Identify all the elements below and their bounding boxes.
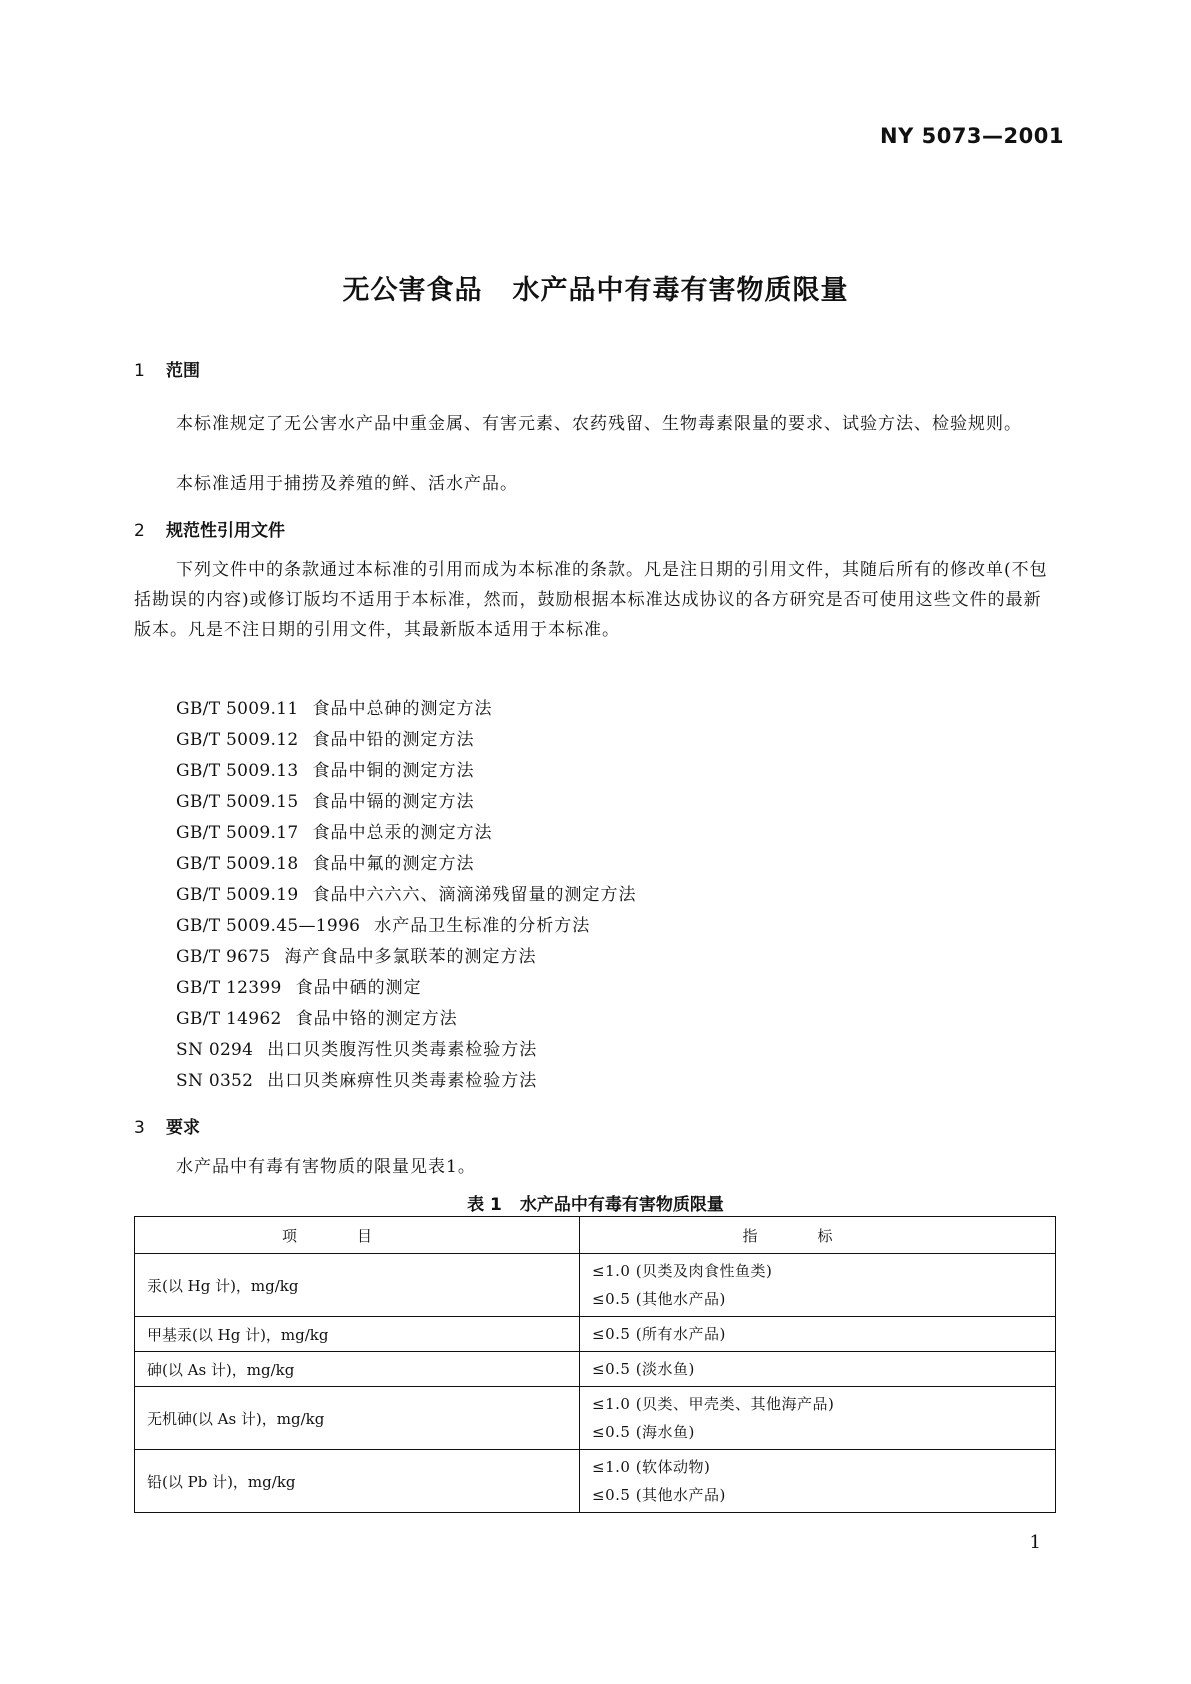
- item-cell: 砷(以 As 计)，mg/kg: [135, 1352, 580, 1387]
- limit-cell: [580, 1387, 1056, 1450]
- reference-item: [176, 973, 1056, 1004]
- section-3-heading: [134, 1113, 200, 1138]
- title-left: 无公害食品: [342, 275, 483, 306]
- table-caption: [0, 1190, 1191, 1215]
- limit-value: ≤0.5 (其他水产品): [592, 1290, 726, 1308]
- standard-number: NY 5073—2001: [880, 124, 1064, 148]
- limit-value: ≤1.0 (贝类、甲壳类、其他海产品): [592, 1395, 835, 1413]
- reference-title: 海产食品中多氯联苯的测定方法: [284, 947, 537, 967]
- limit-cell: [580, 1254, 1056, 1317]
- section-1-paragraph-1: [134, 409, 1057, 439]
- table-caption-title: 水产品中有毒有害物质限量: [519, 1195, 724, 1215]
- item-cell: 无机砷(以 As 计)，mg/kg: [135, 1387, 580, 1450]
- reference-item: [176, 818, 1056, 849]
- reference-title: 食品中六六六、滴滴涕残留量的测定方法: [312, 885, 637, 905]
- section-2-paragraph-1: [134, 555, 1057, 645]
- table-row: [135, 1317, 1056, 1352]
- reference-title: 食品中铅的测定方法: [312, 730, 475, 750]
- section-3-paragraph-1: [134, 1152, 1057, 1182]
- title-right: 水产品中有毒有害物质限量: [512, 275, 849, 306]
- limit-value: ≤0.5 (所有水产品): [592, 1325, 726, 1343]
- section-number: 3: [134, 1118, 145, 1138]
- reference-title: 出口贝类腹泻性贝类毒素检验方法: [267, 1040, 538, 1060]
- reference-code: GB/T 14962: [176, 1009, 282, 1029]
- reference-item: [176, 725, 1056, 756]
- table-row: [135, 1352, 1056, 1387]
- paragraph-text: 本标准规定了无公害水产品中重金属、有害元素、农药残留、生物毒素限量的要求、试验方法、检验规则。: [176, 414, 1022, 434]
- section-title: 范围: [166, 361, 200, 381]
- item-cell: 甲基汞(以 Hg 计)，mg/kg: [135, 1317, 580, 1352]
- reference-code: SN 0352: [176, 1071, 254, 1091]
- item-cell: 铅(以 Pb 计)，mg/kg: [135, 1450, 580, 1513]
- limit-value: ≤0.5 (其他水产品): [592, 1486, 726, 1504]
- limit-value: ≤0.5 (海水鱼): [592, 1423, 695, 1441]
- reference-title: 食品中镉的测定方法: [312, 792, 475, 812]
- reference-code: GB/T 12399: [176, 978, 282, 998]
- limit-value: ≤1.0 (软体动物): [592, 1458, 711, 1476]
- reference-code: GB/T 5009.45—1996: [176, 916, 361, 936]
- limit-value: ≤0.5 (淡水鱼): [592, 1360, 695, 1378]
- reference-item: [176, 694, 1056, 725]
- reference-code: GB/T 5009.12: [176, 730, 299, 750]
- limit-cell: [580, 1450, 1056, 1513]
- table-header-row: [135, 1217, 1056, 1254]
- reference-title: 食品中总汞的测定方法: [312, 823, 493, 843]
- table-caption-number: 表 1: [467, 1195, 502, 1215]
- limits-table: [134, 1216, 1056, 1513]
- document-title: [0, 268, 1191, 307]
- section-1-paragraph-2: [134, 469, 1057, 499]
- reference-code: GB/T 5009.19: [176, 885, 299, 905]
- table-row: [135, 1254, 1056, 1317]
- section-number: 1: [134, 361, 145, 381]
- reference-item: [176, 1066, 1056, 1097]
- section-2-heading: [134, 516, 285, 541]
- column-header-item: 项目: [135, 1217, 580, 1254]
- table-row: [135, 1450, 1056, 1513]
- reference-title: 水产品卫生标准的分析方法: [374, 916, 591, 936]
- reference-code: GB/T 9675: [176, 947, 271, 967]
- reference-item: [176, 880, 1056, 911]
- reference-item: [176, 787, 1056, 818]
- reference-title: 食品中硒的测定: [295, 978, 422, 998]
- reference-item: [176, 756, 1056, 787]
- section-1-heading: [134, 356, 200, 381]
- limit-value: ≤1.0 (贝类及肉食性鱼类): [592, 1262, 773, 1280]
- section-title: 规范性引用文件: [166, 521, 285, 541]
- reference-title: 出口贝类麻痹性贝类毒素检验方法: [267, 1071, 538, 1091]
- section-title: 要求: [166, 1118, 200, 1138]
- reference-code: GB/T 5009.15: [176, 792, 299, 812]
- reference-code: GB/T 5009.18: [176, 854, 299, 874]
- reference-title: 食品中氟的测定方法: [312, 854, 475, 874]
- reference-item: [176, 911, 1056, 942]
- reference-item: [176, 1035, 1056, 1066]
- limit-cell: [580, 1317, 1056, 1352]
- normative-references-list: [176, 694, 1056, 1097]
- paragraph-text: 本标准适用于捕捞及养殖的鲜、活水产品。: [176, 474, 518, 494]
- paragraph-text: 下列文件中的条款通过本标准的引用而成为本标准的条款。凡是注日期的引用文件，其随后所有的修改单(不包括勘误的内容)或修订版均不适用于本标准，然而，鼓励根据本标准达成协议的各方研究是否可使用这些文件的最新版本。凡是不注日期的引用文件，其最新版本适用于本标准。: [134, 560, 1048, 640]
- column-header-limit: 指标: [580, 1217, 1056, 1254]
- reference-title: 食品中铬的测定方法: [295, 1009, 458, 1029]
- reference-code: SN 0294: [176, 1040, 254, 1060]
- reference-code: GB/T 5009.17: [176, 823, 299, 843]
- page-number: 1: [1029, 1532, 1041, 1553]
- table-row: [135, 1387, 1056, 1450]
- reference-title: 食品中铜的测定方法: [312, 761, 475, 781]
- reference-item: [176, 1004, 1056, 1035]
- reference-item: [176, 849, 1056, 880]
- section-number: 2: [134, 521, 145, 541]
- limit-cell: [580, 1352, 1056, 1387]
- paragraph-text: 水产品中有毒有害物质的限量见表1。: [176, 1157, 476, 1177]
- reference-title: 食品中总砷的测定方法: [312, 699, 493, 719]
- reference-code: GB/T 5009.11: [176, 699, 299, 719]
- item-cell: 汞(以 Hg 计)，mg/kg: [135, 1254, 580, 1317]
- reference-item: [176, 942, 1056, 973]
- reference-code: GB/T 5009.13: [176, 761, 299, 781]
